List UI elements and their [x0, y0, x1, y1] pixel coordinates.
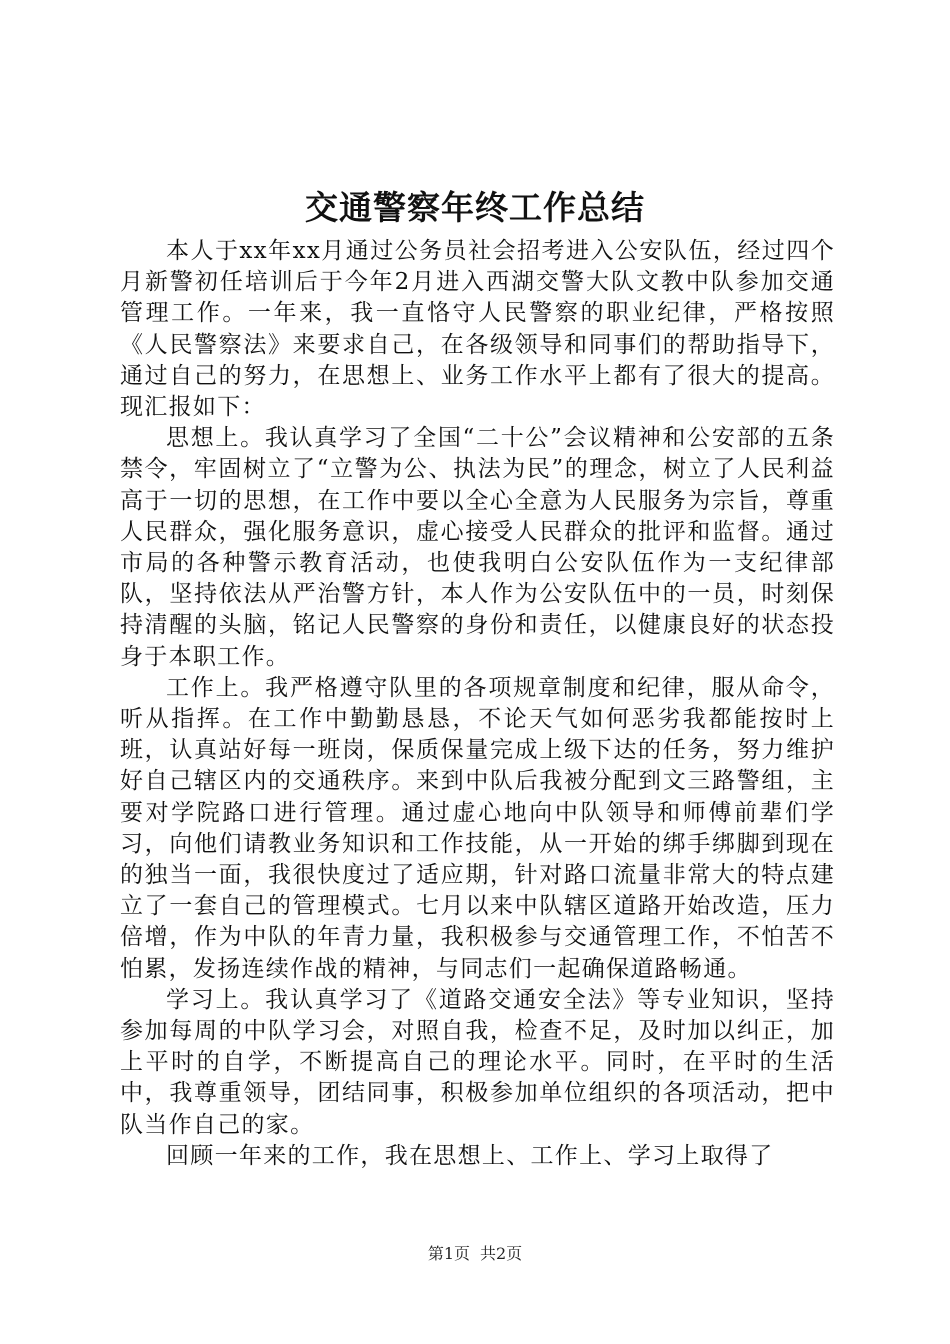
paragraph-work: 工作上。我严格遵守队里的各项规章制度和纪律，服从命令，听从指挥。在工作中勤勤恳恳，不论天气如何恶劣我都能按时上班，认真站好每一班岗，保质保量完成上级下达的任务，努力维护好自己辖区内的交通秩序。来到中队后我被分配到文三路警组，主要对学院路口进行管理。通过虚心地向中队领导和师傅前辈们学习，向他们请教业务知识和工作技能，从一开始的绑手绑脚到现在的独当一面，我很快度过了适应期，针对路口流量非常大的特点建立了一套自己的管理模式。七月以来中队辖区道路开始改造，压力倍增，作为中队的年青力量，我积极参与交通管理工作，不怕苦不怕累，发扬连续作战的精神，与同志们一起确保道路畅通。	[120, 674, 835, 982]
page-footer	[0, 1244, 950, 1264]
paragraph-intro: 本人于xx年xx月通过公务员社会招考进入公安队伍，经过四个月新警初任培训后于今年2月进入西湖交警大队文教中队参加交通管理工作。一年来，我一直恪守人民警察的职业纪律，严格按照《人民警察法》来要求自己，在各级领导和同事们的帮助指导下，通过自己的努力，在思想上、业务工作水平上都有了很大的提高。现汇报如下：	[120, 238, 835, 421]
document-body	[120, 236, 835, 1172]
paragraph-review: 回顾一年来的工作，我在思想上、工作上、学习上取得了	[166, 1142, 774, 1169]
document-title: 交通警察年终工作总结	[305, 188, 645, 227]
page-number: 第1页	[427, 1244, 470, 1263]
paragraph-thought: 思想上。我认真学习了全国“二十公”会议精神和公安部的五条禁令，牢固树立了“立警为公、执法为民”的理念，树立了人民利益高于一切的思想，在工作中要以全心全意为人民服务为宗旨，尊重人民群众，强化服务意识，虚心接受人民群众的批评和监督。通过市局的各种警示教育活动，也使我明白公安队伍作为一支纪律部队，坚持依法从严治警方针，本人作为公安队伍中的一员，时刻保持清醒的头脑，铭记人民警察的身份和责任，以健康良好的状态投身于本职工作。	[120, 425, 835, 670]
page-total: 共2页	[480, 1244, 523, 1263]
paragraph-study: 学习上。我认真学习了《道路交通安全法》等专业知识，坚持参加每周的中队学习会，对照自我，检查不足，及时加以纠正，加上平时的自学，不断提高自己的理论水平。同时，在平时的生活中，我尊重领导，团结同事，积极参加单位组织的各项活动，把中队当作自己的家。	[120, 986, 835, 1138]
